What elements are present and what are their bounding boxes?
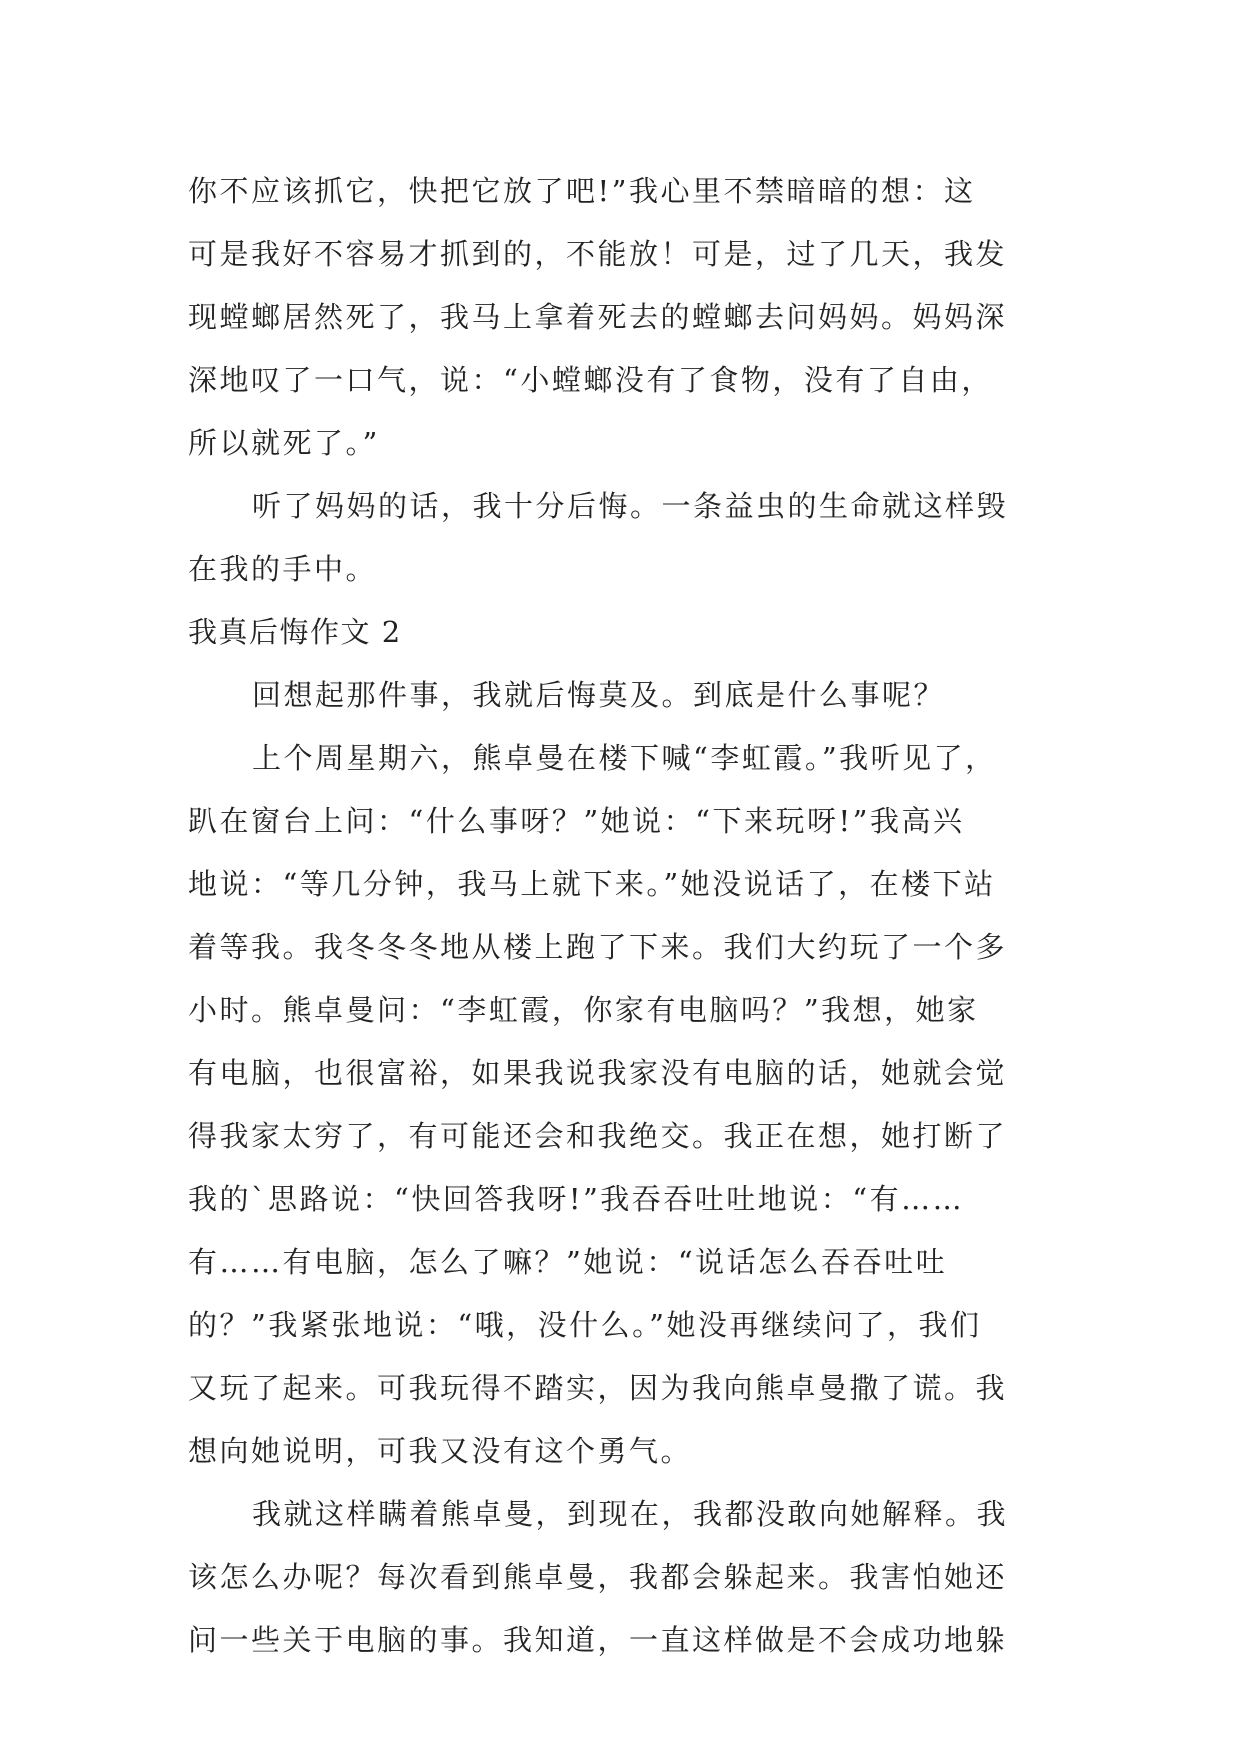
text-line: 我的`思路说：“快回答我呀!”我吞吞吐吐地说：“有…… xyxy=(188,1182,965,1216)
paragraph-continued xyxy=(188,160,1088,475)
text-line: 可是我好不容易才抓到的，不能放！可是，过了几天，我发 xyxy=(188,237,1008,271)
paragraph-intro xyxy=(188,664,1088,727)
text-line: 在我的手中。 xyxy=(188,552,378,586)
text-line: 深地叹了一口气，说：“小螳螂没有了食物，没有了自由， xyxy=(188,363,993,397)
text-line: 你不应该抓它，快把它放了吧!”我心里不禁暗暗的想：这 xyxy=(188,174,976,208)
text-line: 我就这样瞒着熊卓曼，到现在，我都没敢向她解释。我 xyxy=(252,1497,1009,1531)
text-line: 有电脑，也很富裕，如果我说我家没有电脑的话，她就会觉 xyxy=(188,1056,1008,1090)
text-line: 问一些关于电脑的事。我知道，一直这样做是不会成功地躲 xyxy=(188,1623,1008,1657)
text-line: 想向她说明，可我又没有这个勇气。 xyxy=(188,1434,693,1468)
text-line: 回想起那件事，我就后悔莫及。到底是什么事呢？ xyxy=(252,678,946,712)
text-line: 现螳螂居然死了，我马上拿着死去的螳螂去问妈妈。妈妈深 xyxy=(188,300,1008,334)
paragraph-story xyxy=(188,727,1088,1483)
text-line: 又玩了起来。可我玩得不踏实，因为我向熊卓曼撒了谎。我 xyxy=(188,1371,1008,1405)
text-line: 的？”我紧张地说：“哦，没什么。”她没再继续问了，我们 xyxy=(188,1308,982,1342)
section-title xyxy=(188,601,1088,664)
text-line: 所以就死了。” xyxy=(188,426,380,460)
paragraph-regret xyxy=(188,475,1088,601)
text-line: 得我家太穷了，有可能还会和我绝交。我正在想，她打断了 xyxy=(188,1119,1008,1153)
paragraph-hiding xyxy=(188,1483,1088,1672)
document-body xyxy=(188,160,1088,1672)
text-line: 上个周星期六，熊卓曼在楼下喊“李虹霞。”我听见了， xyxy=(252,741,997,775)
text-line: 该怎么办呢？每次看到熊卓曼，我都会躲起来。我害怕她还 xyxy=(188,1560,1008,1594)
text-line: 小时。熊卓曼问：“李虹霞，你家有电脑吗？”我想，她家 xyxy=(188,993,979,1027)
section-title-text: 我真后悔作文 2 xyxy=(188,615,402,649)
text-line: 地说：“等几分钟，我马上就下来。”她没说话了，在楼下站 xyxy=(188,867,996,901)
text-line: 有……有电脑，怎么了嘛？”她说：“说话怎么吞吞吐吐 xyxy=(188,1245,948,1279)
text-line: 着等我。我冬冬冬地从楼上跑了下来。我们大约玩了一个多 xyxy=(188,930,1008,964)
text-line: 听了妈妈的话，我十分后悔。一条益虫的生命就这样毁 xyxy=(252,489,1009,523)
text-line: 趴在窗台上问：“什么事呀？”她说：“下来玩呀!”我高兴 xyxy=(188,804,965,838)
